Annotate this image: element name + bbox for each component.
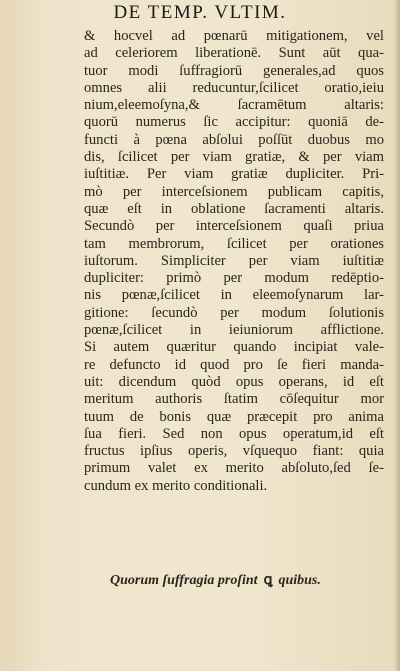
text-line: fructus ipſius operis, vſquequo fiant: quia: [84, 443, 384, 460]
text-line: & hocvel ad pœnarū mitigationem, vel: [84, 28, 384, 44]
catchline-text: Quorum ſuffragia proſint: [110, 573, 258, 588]
text-line: primum valet ex merito abſoluto,ſed ſe-: [84, 460, 384, 477]
text-line: gitione: ſecundò per modum ſolutionis: [84, 304, 384, 321]
catchline-word: quibus.: [278, 573, 321, 588]
text-line: tuor modi ſuffragiorū generales,ad quos: [84, 62, 384, 79]
text-line: tuum de bonis quæ præcepit pro anima: [84, 408, 384, 425]
text-line: meritum authoris ſtatim cōſequitur mor: [84, 391, 384, 408]
text-line: iuſtitiæ. Per viam gratiæ dupliciter. Pri-: [84, 166, 384, 183]
text-line: dupliciter: primò per modum redēptio-: [84, 270, 384, 287]
text-line: ſua fieri. Sed non opus operatum,id eſt: [84, 425, 384, 442]
text-line: uit: dicendum quòd opus operans, id eſt: [84, 373, 384, 390]
text-line: iuſtorum. Simpliciter per viam iuſtitiæ: [84, 252, 384, 269]
text-line: tam membrorum, ſcilicet per orationes: [84, 235, 384, 252]
text-line: nium,eleemoſyna,& ſacramētum altaris:: [84, 97, 384, 114]
text-line: Si autem quæritur quando incipiat vale-: [84, 339, 384, 356]
main-text: [84, 28, 384, 495]
text-line: quæ eſt in oblatione ſacramenti altaris.: [84, 200, 384, 217]
text-line: dis, ſcilicet per viam gratiæ, & per viam: [84, 149, 384, 166]
text-line: mò per interceſsionem publicam capitis,: [84, 183, 384, 200]
catchline: [110, 572, 370, 589]
text-line: cundum ex merito conditionali.: [84, 477, 268, 494]
catchline-symbol: ꝗ: [263, 573, 273, 588]
text-line: omnes alii reducuntur,ſcilicet oratio,ieiu: [84, 79, 384, 96]
text-line: functi à pœna abſolui poſſūt duobus mo: [84, 131, 384, 148]
text-line: quorū numerus ſic accipitur: quoniā de-: [84, 114, 384, 131]
text-line: pœnæ,ſcilicet in ieiuniorum afflictione.: [84, 322, 384, 339]
text-line: re defuncto id quod pro ſe fieri manda-: [84, 356, 384, 373]
text-line: Secundò per interceſsionem quaſi priua: [84, 218, 384, 235]
running-head: DE TEMP. VLTIM.: [113, 2, 287, 23]
text-line: nis pœnæ,ſcilicet in eleemoſynarum lar-: [84, 287, 384, 304]
text-line: ad celeriorem liberationē. Sunt aūt qua-: [84, 45, 384, 62]
